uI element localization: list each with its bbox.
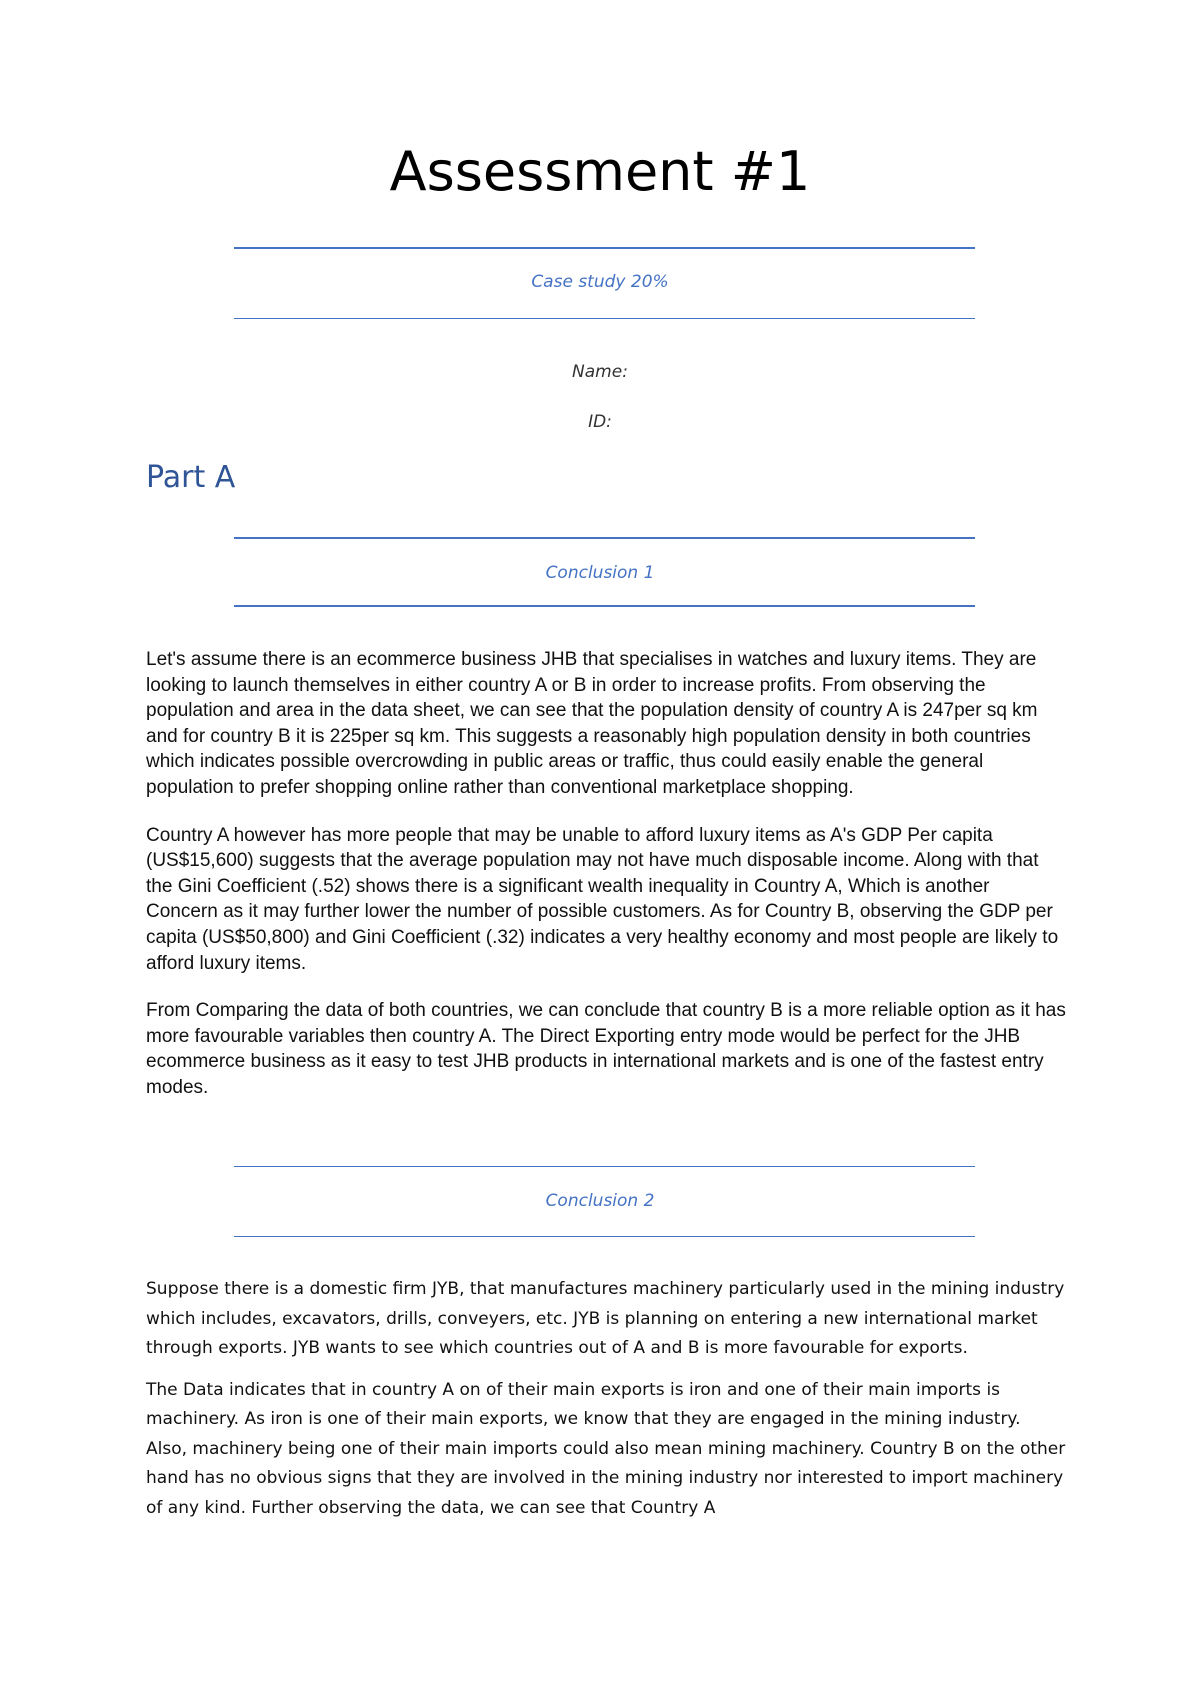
id-label: ID: (588, 412, 612, 432)
part-a-heading: Part A (146, 460, 236, 495)
conclusion-2-heading: Conclusion 2 (545, 1191, 655, 1211)
conclusion-1-divider-top (234, 537, 975, 539)
conclusion-2-divider-bottom (234, 1236, 975, 1237)
conclusion-2-paragraph: Suppose there is a domestic firm JYB, that manufactures machinery particularly used in the mining industry which includes, excavators, drills, conveyers, etc. JYB is planning on entering a new international market through exports. JYB wants to see which countries out of A and B is more favourable for exports. (146, 1279, 1065, 1358)
conclusion-1-paragraph: Let's assume there is an ecommerce business JHB that specialises in watches and luxury items. They are looking to launch themselves in either country A or B in order to increase profits. From observing the population and area in the data sheet, we can see that the population density of country A is 247per sq km and for country B it is 225per sq km. This suggests a reasonably high population density in both countries which indicates possible overcrowding in public areas or traffic, thus could easily enable the general population to prefer shopping online rather than conventional marketplace shopping. (146, 649, 1038, 798)
conclusion-1-body (146, 647, 1066, 1123)
name-label: Name: (572, 362, 628, 382)
conclusion-1-divider-bottom (234, 605, 975, 607)
title-divider-top (234, 247, 975, 249)
document-subtitle: Case study 20% (531, 272, 669, 292)
conclusion-1-heading: Conclusion 1 (545, 563, 655, 583)
document-title: Assessment #1 (389, 140, 811, 203)
title-divider-bottom (234, 318, 975, 319)
conclusion-2-paragraph: The Data indicates that in country A on of their main exports is iron and one of their main imports is machinery. As iron is one of their main exports, we know that they are engaged in the mining industry. Also, machinery being one of their main imports could also mean mining machinery. Country B on the other hand has no obvious signs that they are involved in the mining industry nor interested to import machinery of any kind. Further observing the data, we can see that Country A (146, 1379, 1066, 1518)
conclusion-2-divider-top (234, 1166, 975, 1167)
conclusion-2-body (146, 1275, 1066, 1535)
conclusion-1-paragraph: From Comparing the data of both countries, we can conclude that country B is a more reliable option as it has more favourable variables then country A. The Direct Exporting entry mode would be perfect for the JHB ecommerce business as it easy to test JHB products in international markets and is one of the fastest entry modes. (146, 1000, 1066, 1098)
conclusion-1-paragraph: Country A however has more people that may be unable to afford luxury items as A's GDP Per capita (US$15,600) suggests that the average population may not have much disposable income. Along with that the Gini Coefficient (.52) shows there is a significant wealth inequality in Country A, Which is another Concern as it may further lower the number of possible customers. As for Country B, observing the GDP per capita (US$50,800) and Gini Coefficient (.32) indicates a very healthy economy and most people are likely to afford luxury items. (146, 824, 1059, 974)
